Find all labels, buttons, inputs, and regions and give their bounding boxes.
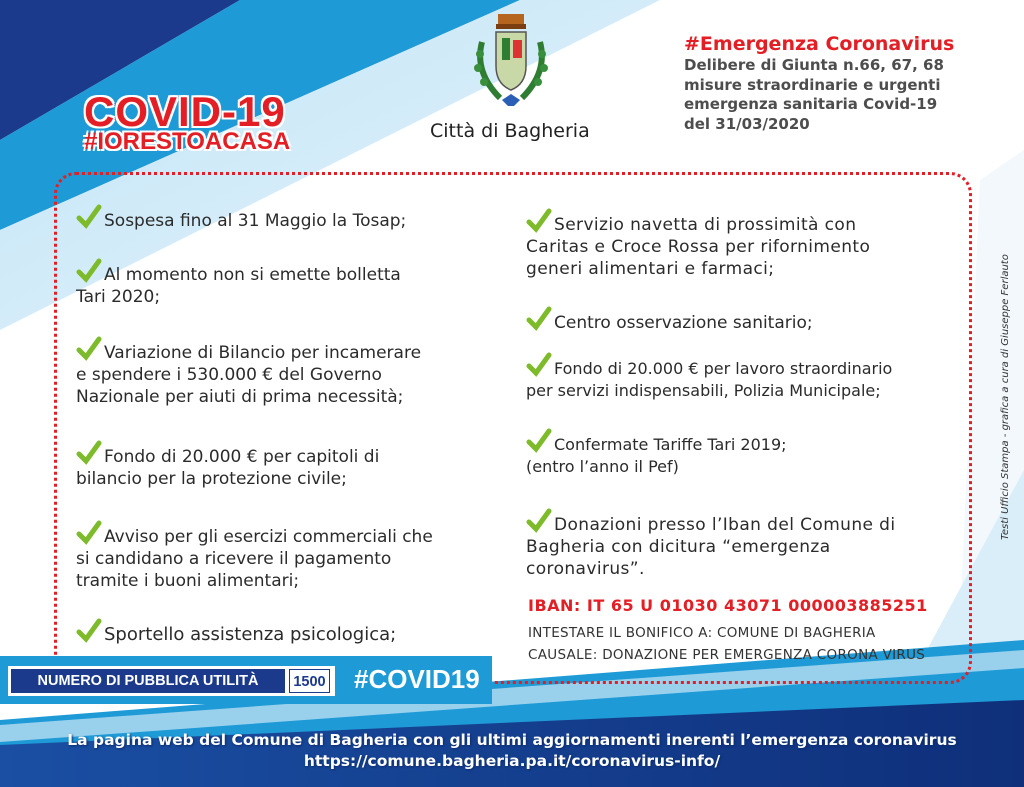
footer-text: La pagina web del Comune di Bagheria con gli ultimi aggiornamenti inerenti l’emergenza coronavirus <box>67 731 957 749</box>
transfer-recipient: INTESTARE IL BONIFICO A: COMUNE DI BAGHERIA <box>528 625 876 641</box>
header-line: emergenza sanitaria Covid-19 <box>684 95 938 113</box>
covid-title: COVID-19 <box>84 88 286 135</box>
item-text: Tari 2020; <box>76 287 161 307</box>
item-text: generi alimentari e farmaci; <box>526 259 775 279</box>
check-icon <box>76 204 102 230</box>
transfer-reason: CAUSALE: DONAZIONE PER EMERGENZA CORONA VIRUS <box>528 647 926 663</box>
item-text: Avviso per gli esercizi commerciali che <box>104 527 433 547</box>
item-text: coronavirus”. <box>526 559 645 579</box>
header-line: Delibere di Giunta n.66, 67, 68 <box>684 56 944 74</box>
list-item <box>76 520 433 592</box>
city-name: Città di Bagheria <box>430 120 590 142</box>
list-item <box>526 208 870 280</box>
item-text: (entro l’anno il Pef) <box>526 457 679 476</box>
list-item <box>76 258 401 308</box>
list-item <box>76 440 379 490</box>
emergency-title: #Emergenza Coronavirus <box>684 33 955 55</box>
check-icon <box>526 352 552 378</box>
coat-of-arms-icon <box>468 12 554 116</box>
list-item <box>526 352 892 402</box>
item-text: Nazionale per aiuti di prima necessità; <box>76 387 404 407</box>
list-item <box>76 204 406 232</box>
item-text: Centro osservazione sanitario; <box>554 313 813 333</box>
transfer-info <box>528 622 925 666</box>
covid19-hashtag: #COVID19 <box>354 664 480 694</box>
item-text: Confermate Tariffe Tari 2019; <box>554 435 787 454</box>
list-item <box>526 306 813 334</box>
item-text: e spendere i 530.000 € del Governo <box>76 365 382 385</box>
item-text: Fondo di 20.000 € per lavoro straordinario <box>554 359 893 378</box>
item-text: Sportello assistenza psicologica; <box>104 624 397 645</box>
footer-url[interactable]: https://comune.bagheria.pa.it/coronavirus-info/ <box>303 752 721 770</box>
header-info <box>684 32 984 134</box>
check-icon <box>526 208 552 234</box>
item-text: Caritas e Croce Rossa per rifornimento <box>526 237 871 257</box>
list-item <box>76 336 421 408</box>
header-line: misure straordinarie e urgenti <box>684 75 941 94</box>
item-text: Variazione di Bilancio per incamerare <box>104 343 422 363</box>
utility-number: 1500 <box>289 669 330 693</box>
item-text: Servizio navetta di prossimità con <box>554 215 857 235</box>
utility-box <box>8 666 335 696</box>
item-text: per servizi indispensabili, Polizia Municipale; <box>526 381 881 400</box>
item-text: Sospesa fino al 31 Maggio la Tosap; <box>104 211 407 231</box>
check-icon <box>526 428 552 454</box>
item-text: tramite i buoni alimentari; <box>76 571 300 591</box>
header-line: del 31/03/2020 <box>684 114 810 133</box>
check-icon <box>76 440 102 466</box>
check-icon <box>76 618 102 644</box>
item-text: si candidano a ricevere il pagamento <box>76 549 392 569</box>
check-icon <box>526 306 552 332</box>
check-icon <box>76 336 102 362</box>
list-item <box>526 428 787 478</box>
item-text: Fondo di 20.000 € per capitoli di <box>104 447 380 467</box>
check-icon <box>526 508 552 534</box>
item-text: Donazioni presso l’Iban del Comune di <box>554 515 896 535</box>
utility-bar <box>0 656 492 704</box>
check-icon <box>76 520 102 546</box>
check-icon <box>76 258 102 284</box>
list-item <box>76 618 396 646</box>
item-text: Bagheria con dicitura “emergenza <box>526 537 831 557</box>
item-text: bilancio per la protezione civile; <box>76 469 347 489</box>
item-text: Al momento non si emette bolletta <box>104 265 401 285</box>
iban-code: IBAN: IT 65 U 01030 43071 000003885251 <box>528 596 928 615</box>
utility-label: NUMERO DI PUBBLICA UTILITÀ <box>11 669 285 693</box>
credits-text: Testi Ufficio Stampa - grafica a cura di Giuseppe Ferlauto <box>1000 254 1011 540</box>
list-item <box>526 508 895 580</box>
iorestoacasa-hashtag: #IORESTOACASA <box>84 128 291 155</box>
